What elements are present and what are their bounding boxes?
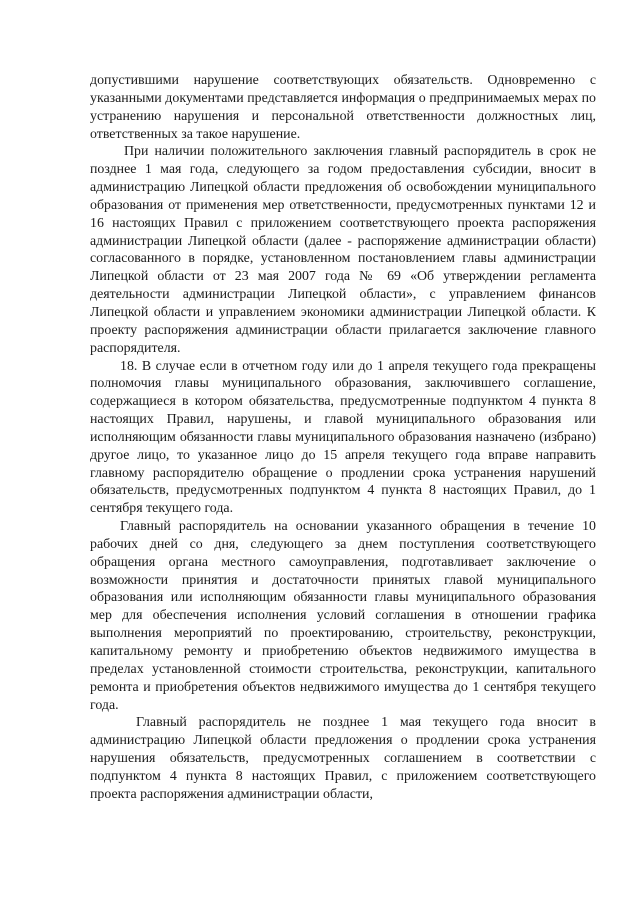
paragraph-extension-proposal: Главный распорядитель не позднее 1 мая текущего года вносит в администрацию Липецкой области предложения о продлении срока устранения нарушения обязательств, предусмотренных соглашением в соответствии с подпунктом 4 пункта 8 настоящих Правил, с приложением соответствующего проекта распоряжения администрации области, <box>90 715 596 802</box>
paragraph-item-18: 18. В случае если в отчетном году или до 1 апреля текущего года прекращены полномочия главы муниципального образования, заключившего соглашение, содержащиеся в котором обязательства, предусмотренные подпунктом 4 пункта 8 настоящих Правил, нарушены, и главой муниципального образования или исполняющим обязанности главы муниципального образования назначено (избрано) другое лицо, то указанное лицо до 15 апреля текущего года вправе направить главному распорядителю обращение о продлении срока устранения нарушений обязательств, предусмотренных подпунктом 4 пункта 8 настоящих Правил, до 1 сентября текущего года. <box>90 358 596 517</box>
paragraph-positive-conclusion: При наличии положительного заключения главный распорядитель в срок не позднее 1 мая года, следующего за годом предоставления субсидии, вносит в администрацию Липецкой области предложения об освобождении муниципального образования от применения мер ответственности, предусмотренных пунктами 12 и 16 настоящих Правил с приложением соответствующего проекта распоряжения администрации Липецкой области (далее - распоряжение администрации области) согласованного в порядке, установленном постановлением главы администрации Липецкой области от 23 мая 2007 года № 69 «Об утверждении регламента деятельности администрации Липецкой области», с управлением финансов Липецкой области и управлением экономики администрации Липецкой области. К проекту распоряжения администрации области прилагается заключение главного распорядителя. <box>90 144 596 356</box>
document-body <box>90 72 596 804</box>
paragraph-chief-manager-review: Главный распорядитель на основании указанного обращения в течение 10 рабочих дней со дня, следующего за днем поступления соответствующего обращения органа местного самоуправления, подготавливает заключение о возможности принятия и достаточности принятых главой муниципального образования или исполняющим обязанности главы муниципального образования мер для обеспечения исполнения условий соглашения в отношении графика выполнения мероприятий по проектированию, строительству, реконструкции, капитальному ремонту и приобретению объектов недвижимого имущества в пределах установленной стоимости строительства, реконструкции, капитального ремонта и приобретения объектов недвижимого имущества до 1 сентября текущего года. <box>90 519 596 713</box>
paragraph-continuation: допустившими нарушение соответствующих обязательств. Одновременно с указанными документами представляется информация о предпринимаемых мерах по устранению нарушения и персональной ответственности должностных лиц, ответственных за такое нарушение. <box>90 73 596 142</box>
